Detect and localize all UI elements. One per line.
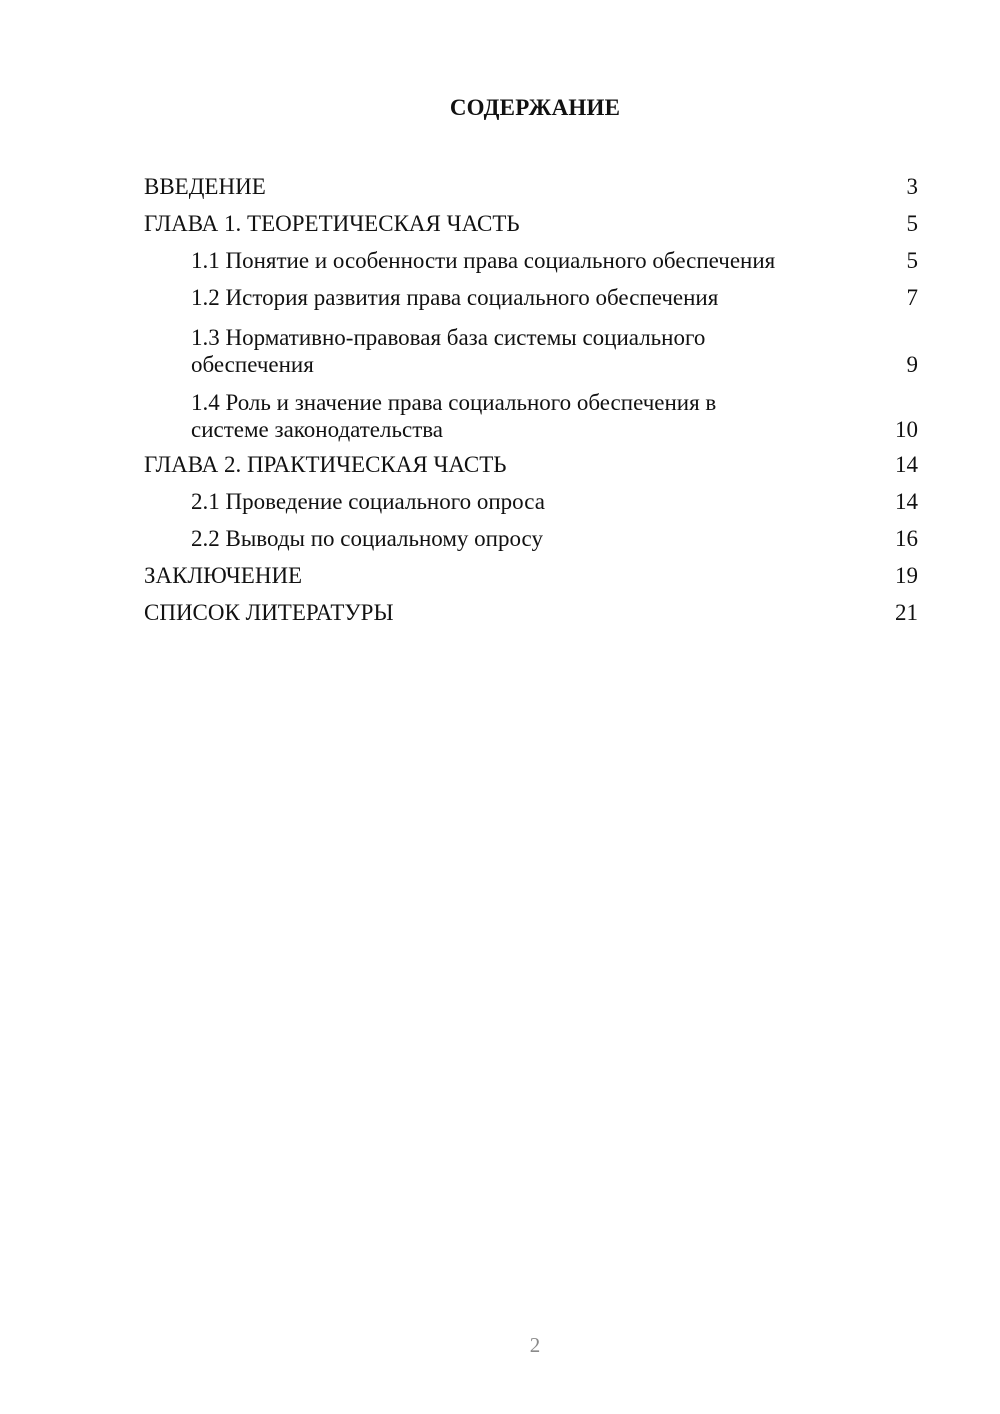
toc-entry-section-2-2[interactable] xyxy=(144,520,918,557)
toc-entry-section-1-3[interactable] xyxy=(144,316,918,381)
toc-entry-label: 1.2 История развития права социального обеспечения xyxy=(191,285,719,310)
page-title: СОДЕРЖАНИЕ xyxy=(449,95,621,120)
toc-entry-conclusion[interactable] xyxy=(144,557,918,594)
toc-entry-label: 2.1 Проведение социального опроса xyxy=(191,489,545,514)
toc-entry-label: 1.3 Нормативно-правовая база системы социального обеспечения xyxy=(191,325,706,377)
toc-entry-section-1-4[interactable] xyxy=(144,381,918,446)
toc-entry-label: СПИСОК ЛИТЕРАТУРЫ xyxy=(144,600,394,625)
toc-entry-label: ВВЕДЕНИЕ xyxy=(144,174,266,199)
toc-entry-introduction[interactable] xyxy=(144,168,918,205)
page-number: 2 xyxy=(529,1333,541,1357)
toc-entry-page: 5 xyxy=(906,211,918,236)
toc-entry-section-1-1[interactable] xyxy=(144,242,918,279)
toc-entry-chapter-1[interactable] xyxy=(144,205,918,242)
toc-entry-bibliography[interactable] xyxy=(144,594,918,631)
toc-entry-label: ГЛАВА 2. ПРАКТИЧЕСКАЯ ЧАСТЬ xyxy=(144,452,507,477)
toc-entry-label: ЗАКЛЮЧЕНИЕ xyxy=(144,563,303,588)
toc-entry-page: 7 xyxy=(906,285,918,310)
toc-entry-label: 2.2 Выводы по социальному опросу xyxy=(191,526,543,551)
toc-entry-section-2-1[interactable] xyxy=(144,483,918,520)
table-of-contents xyxy=(144,168,918,631)
toc-entry-section-1-2[interactable] xyxy=(144,279,918,316)
toc-entry-page: 19 xyxy=(895,563,918,588)
toc-entry-page: 10 xyxy=(895,417,918,442)
toc-entry-page: 14 xyxy=(895,452,918,477)
toc-entry-page: 16 xyxy=(895,526,918,551)
toc-entry-page: 9 xyxy=(906,352,918,377)
toc-entry-label: ГЛАВА 1. ТЕОРЕТИЧЕСКАЯ ЧАСТЬ xyxy=(144,211,520,236)
toc-entry-page: 3 xyxy=(906,174,918,199)
toc-entry-page: 5 xyxy=(906,248,918,273)
toc-entry-page: 21 xyxy=(895,600,918,625)
toc-entry-page: 14 xyxy=(895,489,918,514)
toc-entry-label: 1.1 Понятие и особенности права социального обеспечения xyxy=(191,248,776,273)
toc-entry-chapter-2[interactable] xyxy=(144,446,918,483)
toc-entry-label: 1.4 Роль и значение права социального обеспечения в системе законодательства xyxy=(191,390,717,442)
